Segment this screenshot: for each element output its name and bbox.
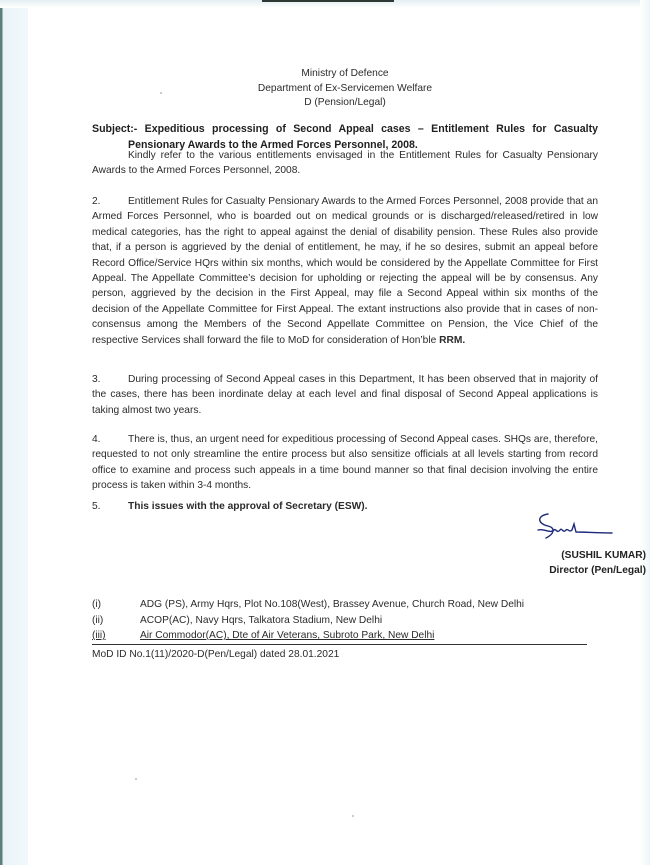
paragraph-2-text: Entitlement Rules for Casualty Pensionary Awards to the Armed Forces Personnel, 2008 provide that an Armed Forces Personnel, who is boarded out on medical grounds or is discharged/released/retired in low medical categories, has the right to appeal against the denial of disability pension. These Rules also provide that, if a person is aggrieved by the denial of entitlement, he may, if he so desires, submit an appeal before Record Office/Service HQrs within six months, which would be considered by the Appellate Committee for First Appeal. The Appellate Committee’s decision for upholding or rejecting the appeal will be by consensus. Any person, aggrieved by the decision in the First Appeal, may file a Second Appeal within six months of the decision of the Appellate Committee for First Appeal. The extant instructions also provide that in cases of non-consensus among the Members of the Second Appellate Committee on Pension, the Vice Chief of the respective Services shall forward the file to MoD for consideration of Hon’ble (92, 196, 598, 346)
scan-speck (160, 92, 162, 94)
signatory-designation: Director (Pen/Legal) (549, 565, 646, 576)
signatory-name: (SUSHIL KUMAR) (561, 550, 646, 561)
paragraph-number: 2. (92, 196, 101, 207)
paragraph-2-bold-end: RRM. (439, 334, 466, 346)
paragraph-5-text: This issues with the approval of Secretary (ESW). (128, 501, 368, 512)
paragraph-3 (92, 372, 598, 418)
department-name: Department of Ex-Servicemen Welfare (257, 82, 433, 94)
scan-speck (352, 815, 354, 817)
paragraph-number: 3. (92, 374, 101, 385)
scan-top-clip (262, 0, 394, 2)
ministry-name: Ministry of Defence (301, 68, 389, 79)
paragraph-number: 4. (92, 434, 101, 445)
reference-number: MoD ID No.1(11)/2020-D(Pen/Legal) dated 28.01.2021 (92, 648, 340, 660)
paragraph-2 (92, 194, 598, 348)
addressee-index: (ii) (92, 614, 104, 626)
scan-left-edge (0, 0, 28, 865)
paragraph-4 (92, 432, 598, 494)
division-name: D (Pension/Legal) (304, 97, 386, 108)
addressee-list (92, 597, 587, 662)
addressee-item (92, 613, 587, 629)
letterhead (92, 67, 598, 111)
scan-right-edge (640, 0, 650, 865)
paragraph-1-text: Kindly refer to the various entitlements envisaged in the Entitlement Rules for Casualty Pensionary Awards to the Armed Forces Personnel, 2008. (92, 150, 598, 177)
addressee-text: Air Commodor(AC), Dte of Air Veterans, Subroto Park, New Delhi (140, 630, 435, 641)
scan-speck (135, 778, 137, 780)
signature-icon (526, 510, 616, 548)
paragraph-3-text: During processing of Second Appeal cases in this Department, It has been observed that in majority of the cases, there has been inordinate delay at each level and final disposal of Second Appeal applications is taking almost two years. (92, 374, 598, 416)
paragraph-number: 5. (92, 501, 101, 512)
signature-block (496, 510, 646, 578)
addressee-item (92, 628, 587, 645)
addressee-text: ACOP(AC), Navy Hqrs, Talkatora Stadium, New Delhi (140, 614, 383, 626)
paragraph-1 (92, 148, 598, 179)
subject-line-1: Subject:- Expeditious processing of Second Appeal cases – Entitlement Rules for Casualty (92, 123, 598, 135)
addressee-text: ADG (PS), Army Hqrs, Plot No.108(West), Brassey Avenue, Church Road, New Delhi (140, 599, 525, 610)
addressee-item (92, 597, 587, 613)
paragraph-4-text: There is, thus, an urgent need for expeditious processing of Second Appeal cases. SHQs are, therefore, requested to not only streamline the entire process but also sensitize officials at all levels starting from record office to examine and process such appeals in a time bound manner so that final decision involving the entire process is taken within 3-4 months. (92, 434, 598, 492)
addressee-index: (i) (92, 599, 102, 610)
addressee-index: (iii) (92, 630, 106, 641)
subject-line-2: Pensionary Awards to the Armed Forces Personnel, 2008. (128, 139, 418, 151)
